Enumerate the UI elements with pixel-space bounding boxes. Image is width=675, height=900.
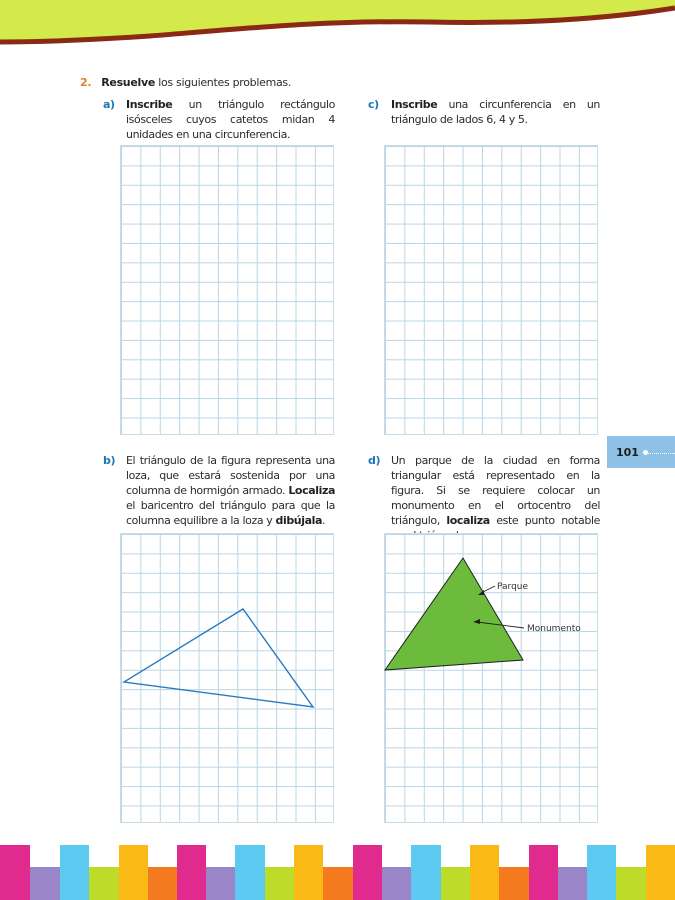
item-d	[368, 453, 600, 533]
stripe	[529, 845, 558, 900]
park-label: Parque	[497, 582, 529, 592]
grid-d	[384, 533, 598, 823]
item-d-body-1: Un parque de la ciudad en forma triangular está representado en la figura. Si se requiere colocar un monumento en el ortocentro del triángulo,	[391, 454, 600, 527]
item-b-verb-2: dibújala	[275, 514, 323, 527]
stripe	[616, 867, 646, 900]
slab-figure	[121, 534, 333, 822]
item-d-text	[391, 453, 600, 543]
stripe	[470, 845, 499, 900]
top-banner	[0, 0, 675, 60]
item-d-verb: localiza	[446, 514, 490, 527]
item-d-body-2: este punto notable	[496, 514, 600, 527]
grid-c	[384, 145, 598, 435]
item-a-body: un triángulo rectángulo isósceles cuyos catetos midan 4 unidades en una circunferencia.	[126, 98, 335, 141]
item-b-body-2: el baricentro del triángulo para que la columna equilibre a la loza y	[126, 499, 335, 527]
park-figure	[385, 534, 597, 822]
grid-b	[120, 533, 334, 823]
stripe	[382, 867, 411, 900]
tab-dotted-line	[645, 453, 675, 455]
slab-triangle	[124, 609, 313, 707]
stripe	[499, 867, 529, 900]
stripe	[0, 845, 30, 900]
stripe	[177, 845, 206, 900]
page-number: 101	[616, 446, 639, 459]
item-c-body: una circunferencia en un triángulo de lados 6, 4 y 5.	[391, 98, 600, 126]
stripe	[587, 845, 616, 900]
problem-text: los siguientes problemas.	[155, 76, 292, 89]
stripe	[646, 845, 675, 900]
monument-label: Monumento	[527, 624, 581, 634]
item-c-letter: c)	[368, 98, 379, 111]
item-a-verb: Inscribe	[126, 98, 173, 111]
stripe	[411, 845, 441, 900]
stripe	[206, 867, 235, 900]
item-c-text	[391, 97, 600, 127]
stripe	[323, 867, 353, 900]
stripe	[30, 867, 60, 900]
item-d-letter: d)	[368, 454, 381, 467]
item-b-body-1: El triángulo de la figura representa una loza, que estará sostenida por una columna de hormigón armado.	[126, 454, 335, 497]
stripe	[294, 845, 323, 900]
bottom-stripes	[0, 845, 675, 900]
stripe	[119, 845, 148, 900]
stripe	[353, 845, 382, 900]
problem-heading	[80, 76, 291, 89]
item-a-text	[126, 97, 335, 142]
problem-number: 2.	[80, 76, 92, 89]
item-b-verb-1: Localiza	[288, 484, 335, 497]
item-a-letter: a)	[103, 98, 115, 111]
item-c-verb: Inscribe	[391, 98, 438, 111]
park-triangle	[385, 558, 523, 670]
grid-a	[120, 145, 334, 435]
stripe	[558, 867, 587, 900]
stripe	[89, 867, 119, 900]
page-number-tab	[607, 436, 675, 468]
stripe	[148, 867, 177, 900]
stripe	[60, 845, 89, 900]
item-c	[368, 97, 600, 131]
stripe	[265, 867, 294, 900]
stripe	[235, 845, 265, 900]
item-b-letter: b)	[103, 454, 116, 467]
item-b-body-3: .	[322, 514, 326, 527]
problem-verb: Resuelve	[101, 76, 156, 89]
item-a	[103, 97, 335, 145]
item-b-text	[126, 453, 335, 528]
item-b	[103, 453, 335, 533]
stripe	[441, 867, 470, 900]
